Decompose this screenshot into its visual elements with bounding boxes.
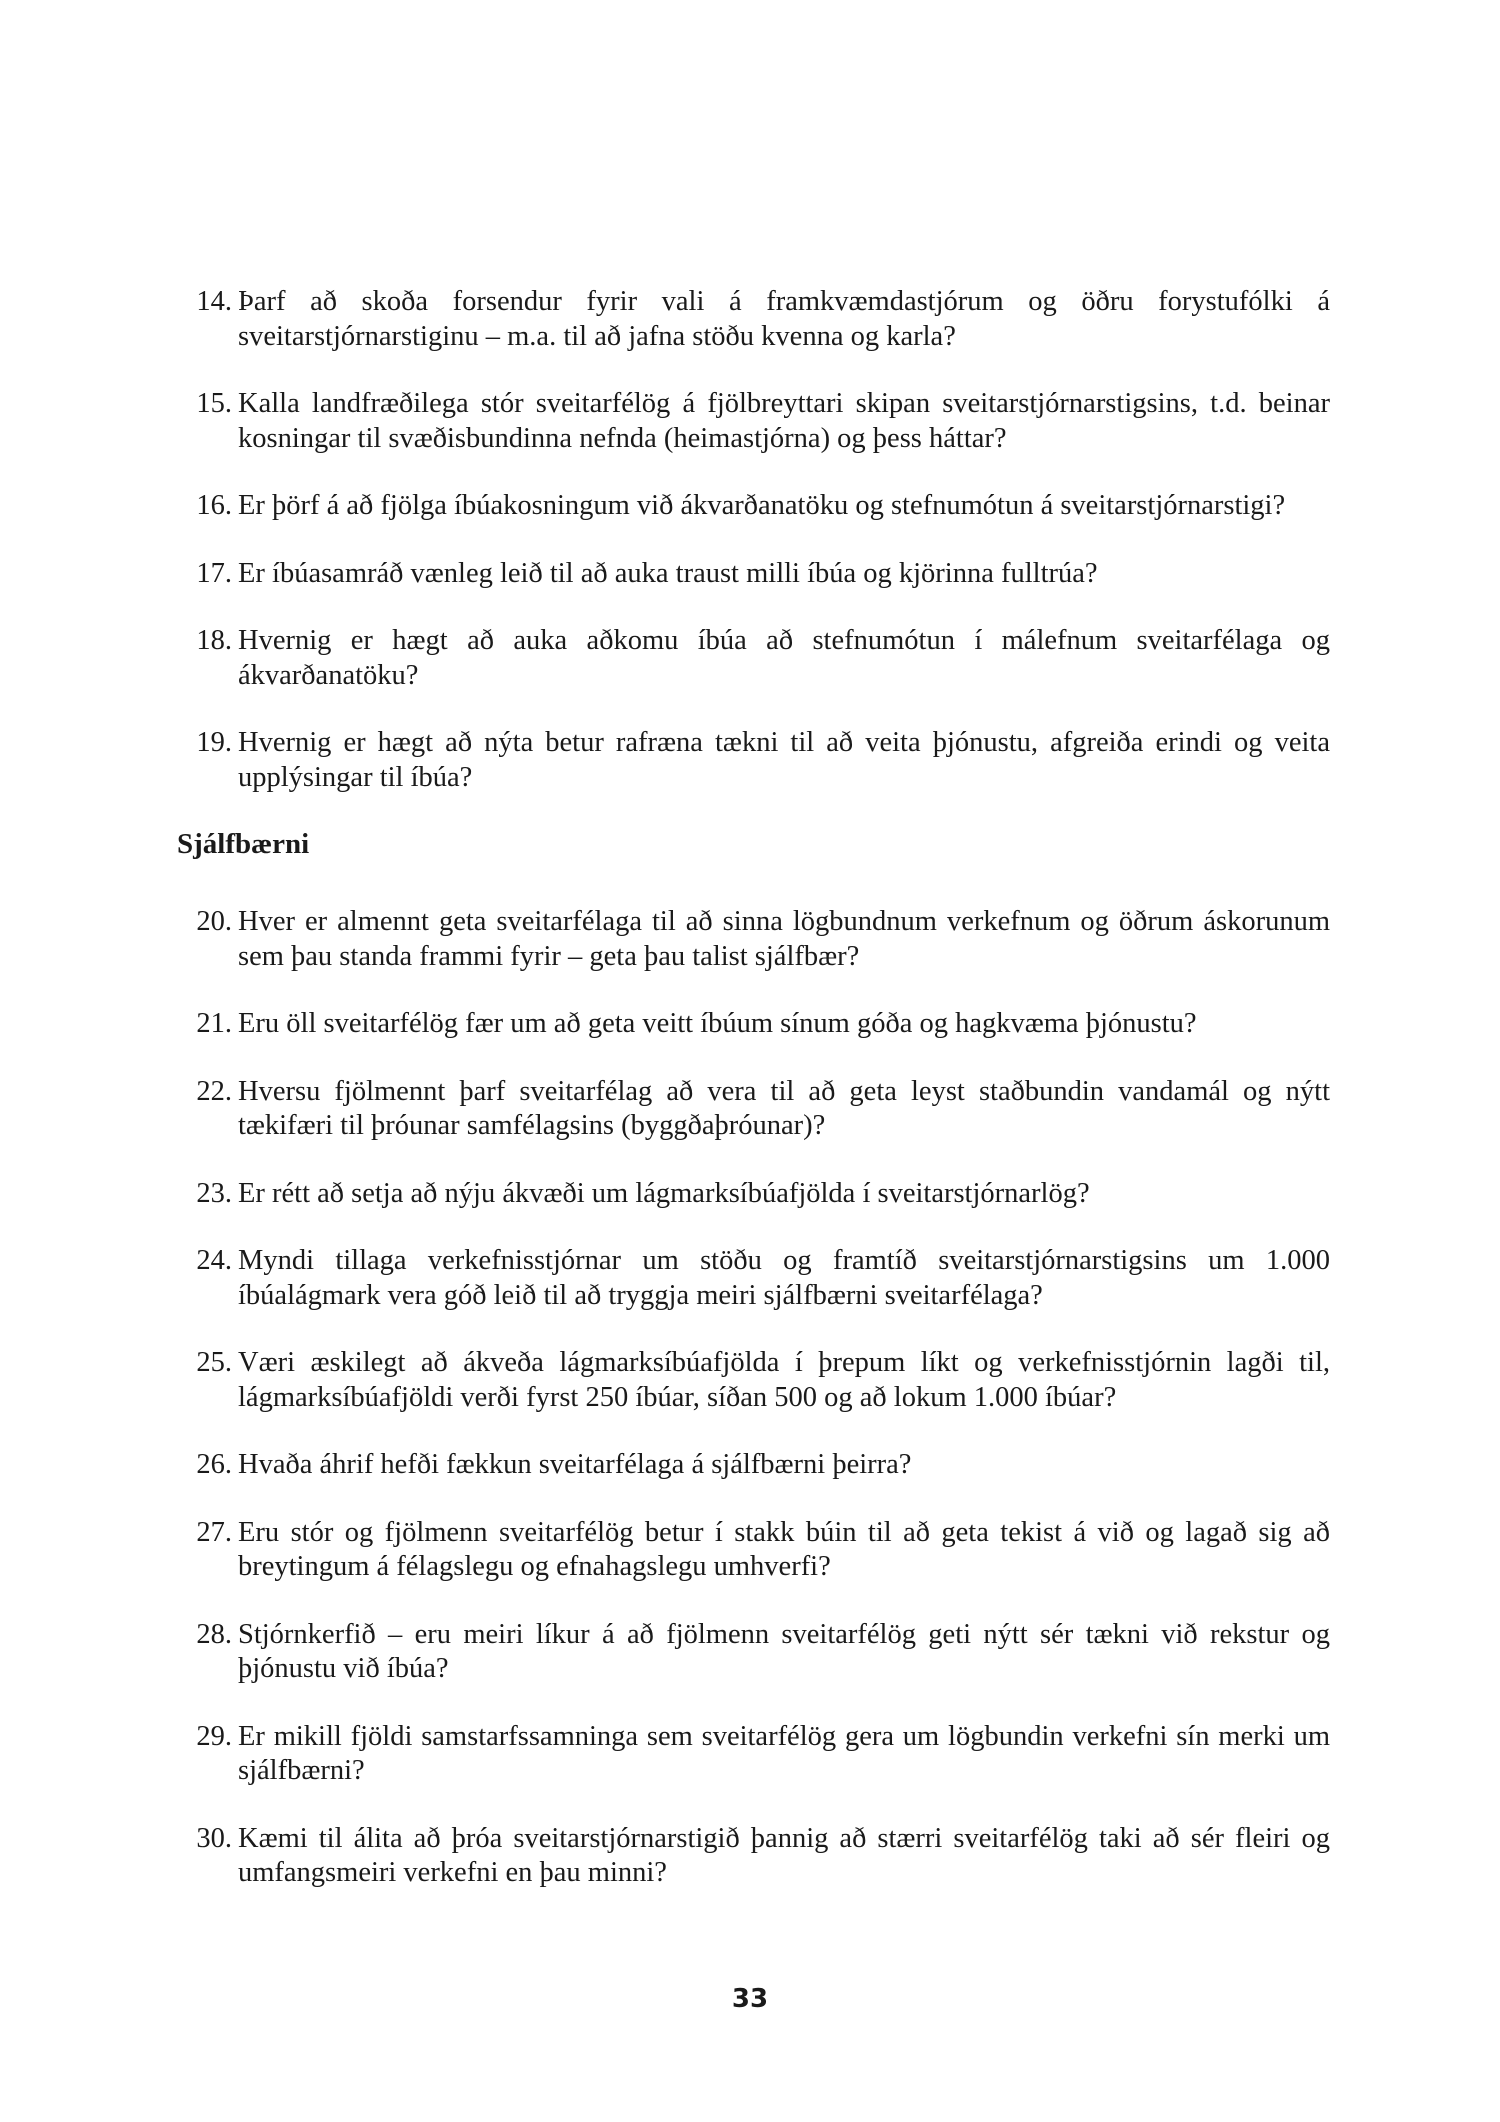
page-number: 33 [731,1984,769,2014]
question-text: Eru öll sveitarfélög fær um að geta veitt íbúum sínum góða og hagkvæma þjónustu? [238,1008,1197,1039]
question-text: Er íbúasamráð vænleg leið til að auka traust milli íbúa og kjörinna fulltrúa? [238,557,1098,589]
question-item [178,726,1330,795]
question-text: Hversu fjölmennt þarf sveitarfélag að vera til að geta leyst staðbundin vandamál og nýtt tækifæri til þróunar samfélagsins (byggðaþróunar)? [238,1075,1330,1141]
question-item [178,1346,1330,1415]
question-number: 28. [196,1618,232,1650]
question-item [178,489,1330,524]
question-number: 14. [196,286,232,317]
question-item [178,557,1330,592]
question-text: Væri æskilegt að ákveða lágmarksíbúafjölda í þrepum líkt og verkefnisstjórnin lagði til, lágmarksíbúafjöldi verði fyrst 250 íbúar, síðan 500 og að lokum 1.000 íbúar? [238,1347,1330,1413]
question-number: 27. [196,1516,232,1548]
question-number: 26. [196,1449,232,1480]
question-number: 25. [196,1347,232,1378]
question-text: Hvernig er hægt að auka aðkomu íbúa að stefnumótun í málefnum sveitarfélaga og ákvarðanatöku? [238,625,1330,691]
question-number: 23. [196,1177,232,1209]
question-number: 30. [196,1822,232,1854]
question-number: 17. [196,557,232,589]
question-item [178,1177,1330,1212]
question-number: 20. [196,906,232,937]
question-number: 22. [196,1075,232,1107]
question-item [178,387,1330,456]
question-text: Hvaða áhrif hefði fækkun sveitarfélaga á sjálfbærni þeirra? [238,1449,912,1480]
question-item [178,1720,1330,1789]
question-item [178,1075,1330,1144]
question-text: Kæmi til álita að þróa sveitarstjórnarstigið þannig að stærri sveitarfélög taki að sér fleiri og umfangsmeiri verkefni en þau minni? [238,1822,1330,1888]
question-item [178,905,1330,974]
question-number: 16. [196,490,232,521]
question-text: Er þörf á að fjölga íbúakosningum við ákvarðanatöku og stefnumótun á sveitarstjórnarstigi? [238,490,1286,521]
question-number: 24. [196,1245,232,1276]
question-text: Stjórnkerfið – eru meiri líkur á að fjölmenn sveitarfélög geti nýtt sér tækni við rekstur og þjónustu við íbúa? [238,1618,1330,1684]
question-item [178,285,1330,354]
question-item [178,624,1330,693]
question-item [178,1007,1330,1042]
question-item [178,1618,1330,1687]
question-text: Kalla landfræðilega stór sveitarfélög á fjölbreyttari skipan sveitarstjórnarstigsins, t.d. beinar kosningar til svæðisbundinna nefnda (heimastjórna) og þess háttar? [238,388,1330,454]
question-item [178,1448,1330,1483]
question-text: Þarf að skoða forsendur fyrir vali á framkvæmdastjórum og öðru forystufólki á sveitarstjórnarstiginu – m.a. til að jafna stöðu kvenna og karla? [238,286,1330,352]
section-heading: Sjálfbærni [177,828,310,860]
question-number: 21. [196,1008,232,1039]
question-list-a [178,285,1330,795]
page-body [178,285,1330,1924]
question-text: Er mikill fjöldi samstarfssamninga sem sveitarfélög gera um lögbundin verkefni sín merki um sjálfbærni? [238,1720,1330,1786]
question-text: Hver er almennt geta sveitarfélaga til að sinna lögbundnum verkefnum og öðrum áskorunum sem þau standa frammi fyrir – geta þau talist sjálfbær? [238,906,1330,972]
question-text: Myndi tillaga verkefnisstjórnar um stöðu og framtíð sveitarstjórnarstigsins um 1.000 íbúalágmark vera góð leið til að tryggja meiri sjálfbærni sveitarfélaga? [238,1245,1330,1311]
question-number: 19. [196,727,232,758]
question-text: Hvernig er hægt að nýta betur rafræna tækni til að veita þjónustu, afgreiða erindi og veita upplýsingar til íbúa? [238,727,1330,793]
question-list-b [178,905,1330,1891]
question-text: Eru stór og fjölmenn sveitarfélög betur í stakk búin til að geta tekist á við og lagað sig að breytingum á félagslegu og efnahagslegu umhverfi? [238,1516,1330,1582]
question-item [178,1822,1330,1891]
question-item [178,1516,1330,1585]
question-number: 29. [196,1720,232,1752]
question-item [178,1244,1330,1313]
question-number: 18. [196,625,232,656]
question-number: 15. [196,388,232,419]
question-text: Er rétt að setja að nýju ákvæði um lágmarksíbúafjölda í sveitarstjórnarlög? [238,1177,1090,1209]
